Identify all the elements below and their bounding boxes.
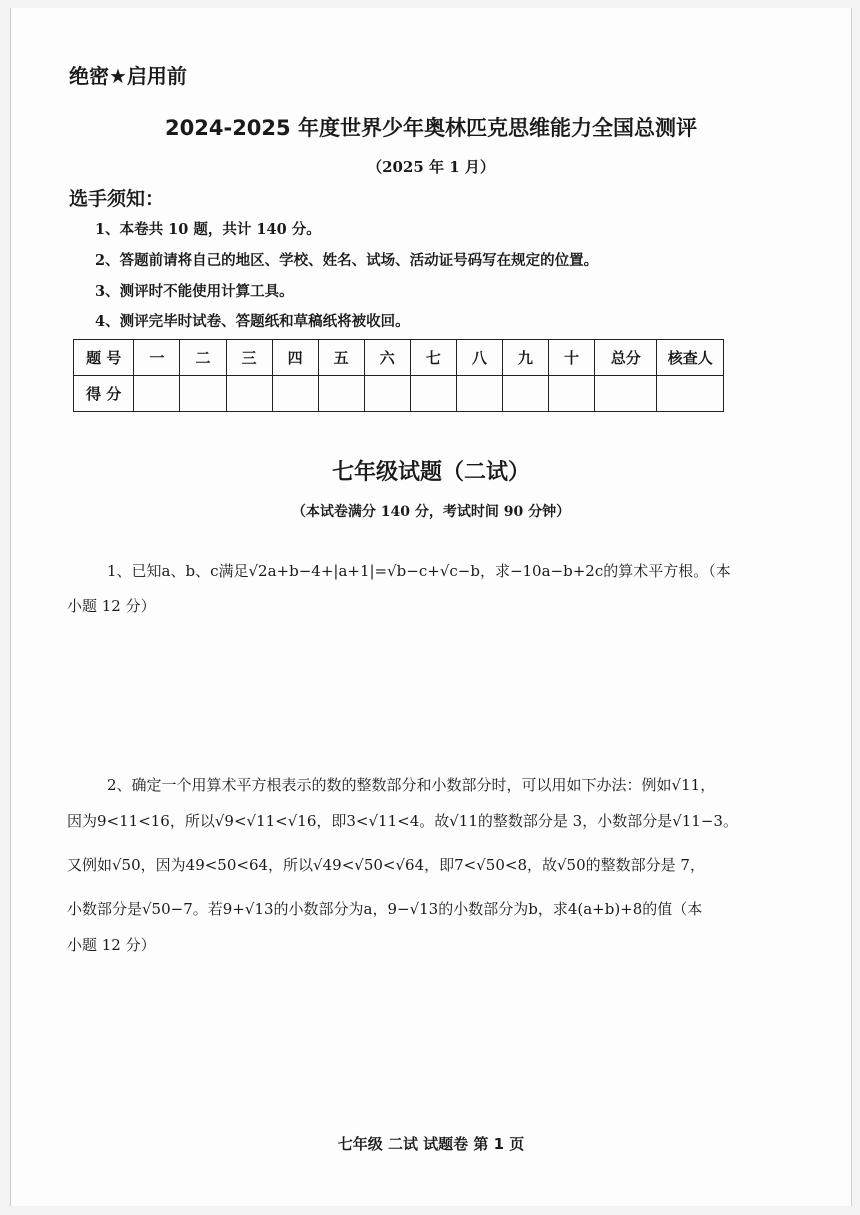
score-cell [134, 376, 180, 412]
score-header-cell: 五 [318, 340, 364, 376]
page-footer: 七年级 二试 试题卷 第 1 页 [337, 1135, 525, 1153]
question-1-line-1: 1、已知a、b、c满足√2a+b−4+|a+1|=√b−c+√c−b，求−10a−b+2c的算术平方根。（本 [107, 562, 731, 580]
score-header-cell: 十 [548, 340, 594, 376]
notice-item-1: 1、本卷共 10 题，共计 140 分。 [95, 221, 321, 238]
score-header-cell: 三 [226, 340, 272, 376]
notice-item-2: 2、答题前请将自己的地区、学校、姓名、试场、活动证号码写在规定的位置。 [95, 252, 599, 269]
score-cell [456, 376, 502, 412]
question-2-line-3: 又例如√50，因为49<50<64，所以√49<√50<√64，即7<√50<8，故√50的整数部分是 7， [67, 856, 705, 874]
score-header-cell: 九 [502, 340, 548, 376]
exam-note: （本试卷满分 140 分，考试时间 90 分钟） [291, 504, 571, 520]
secret-label: 绝密★启用前 [69, 64, 187, 88]
score-header-cell: 四 [272, 340, 318, 376]
question-2-line-2: 因为9<11<16，所以√9<√11<√16，即3<√11<4。故√11的整数部分是 3，小数部分是√11−3。 [67, 812, 738, 830]
question-2-line-5: 小题 12 分） [67, 936, 156, 954]
notice-heading: 选手须知： [69, 188, 165, 210]
score-header-cell: 七 [410, 340, 456, 376]
score-cell [364, 376, 410, 412]
score-header-cell: 题 号 [74, 340, 134, 376]
score-header-cell: 八 [456, 340, 502, 376]
notice-item-3: 3、测评时不能使用计算工具。 [95, 283, 294, 300]
notice-item-4: 4、测评完毕时试卷、答题纸和草稿纸将被收回。 [95, 313, 410, 330]
exam-page [10, 8, 852, 1206]
score-table [73, 339, 724, 412]
score-cell [410, 376, 456, 412]
question-1-line-2: 小题 12 分） [67, 597, 156, 615]
score-cell [226, 376, 272, 412]
score-header-cell: 核查人 [657, 340, 724, 376]
score-cell [502, 376, 548, 412]
score-header-cell: 二 [180, 340, 226, 376]
exam-main-title: 2024-2025 年度世界少年奥林匹克思维能力全国总测评 [165, 116, 697, 140]
score-cell [595, 376, 657, 412]
score-cell [180, 376, 226, 412]
score-table-score-row [74, 376, 724, 412]
question-2-line-4: 小数部分是√50−7。若9+√13的小数部分为a，9−√13的小数部分为b，求4(a+b)+8的值（本 [67, 900, 703, 918]
score-table-header-row [74, 340, 724, 376]
score-header-cell: 一 [134, 340, 180, 376]
score-cell [272, 376, 318, 412]
exam-date: （2025 年 1 月） [367, 158, 495, 176]
score-header-cell: 总分 [595, 340, 657, 376]
score-cell [548, 376, 594, 412]
score-row-label: 得 分 [74, 376, 134, 412]
question-2-line-1: 2、确定一个用算术平方根表示的数的整数部分和小数部分时，可以用如下办法：例如√11， [107, 776, 716, 794]
score-cell [318, 376, 364, 412]
score-cell [657, 376, 724, 412]
score-header-cell: 六 [364, 340, 410, 376]
exam-subtitle: 七年级试题（二试） [331, 460, 530, 485]
